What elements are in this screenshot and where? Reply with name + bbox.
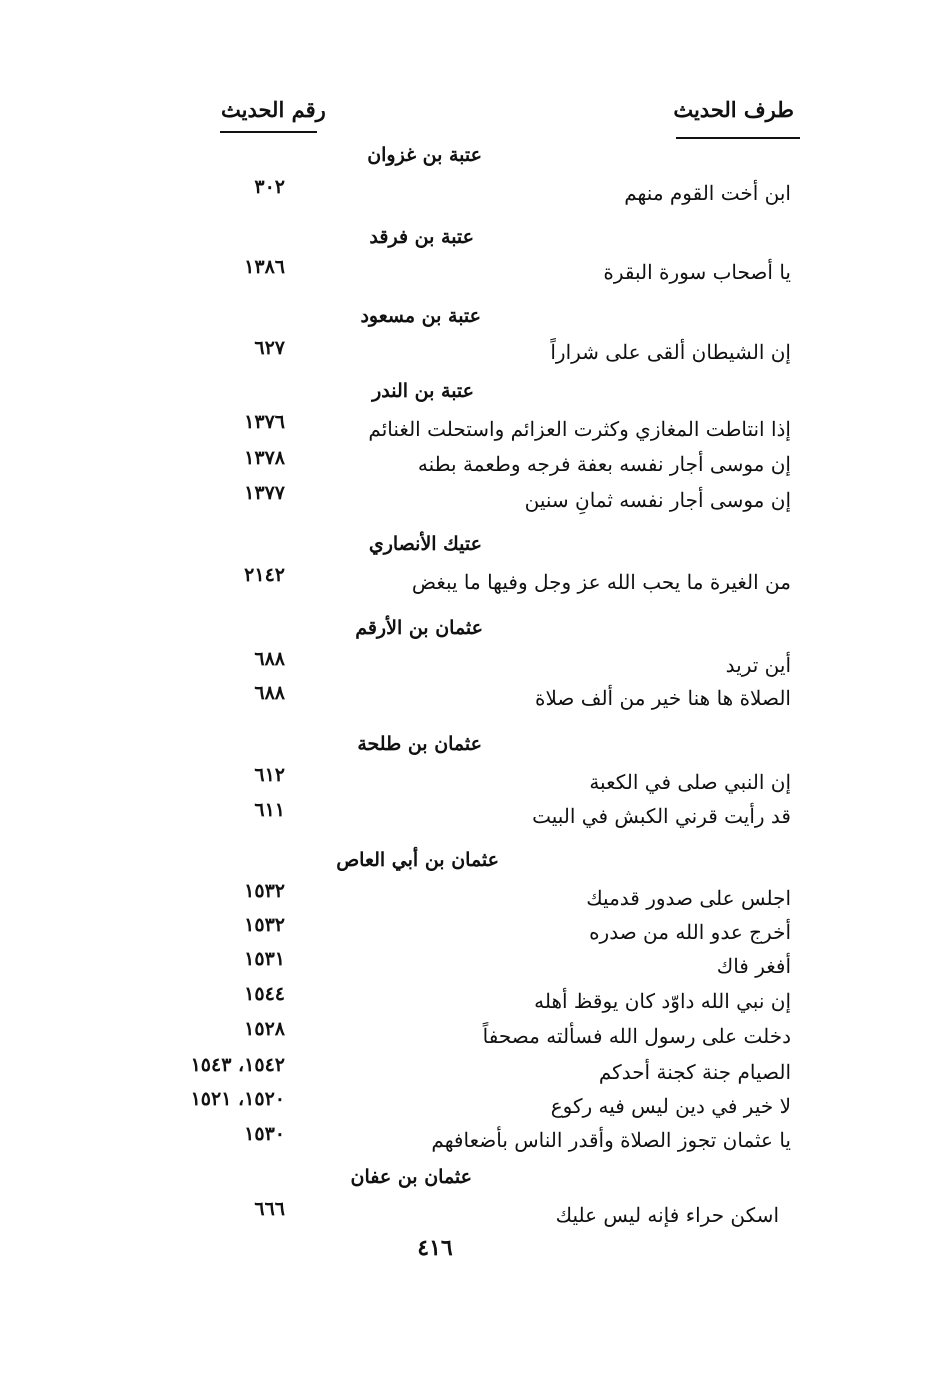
hadith-entry: لا خير في دين ليس فيه ركوع bbox=[550, 1094, 791, 1118]
hadith-entry: إن نبي الله داوّد كان يوقظ أهله bbox=[534, 989, 791, 1013]
hadith-number: ٢١٤٢ bbox=[244, 564, 285, 586]
hadith-number: ٦١٢ bbox=[254, 764, 285, 786]
hadith-number: ٦٨٨ bbox=[254, 682, 285, 704]
hadith-entry: الصلاة ها هنا خير من ألف صلاة bbox=[535, 686, 791, 710]
hadith-number: ٦٢٧ bbox=[254, 337, 285, 359]
hadith-entry: ابن أخت القوم منهم bbox=[624, 181, 791, 205]
hadith-number: ١٥٢٨ bbox=[244, 1018, 285, 1040]
hadith-number: ١٥٢٠، ١٥٢١ bbox=[190, 1088, 285, 1110]
hadith-entry: إن موسى أجار نفسه ثمانِ سنين bbox=[524, 488, 791, 512]
hadith-entry: قد رأيت قرني الكبش في البيت bbox=[532, 804, 791, 828]
narrator-heading: عتيك الأنصاري bbox=[368, 533, 482, 555]
hadith-header-rule bbox=[676, 137, 800, 139]
number-column-header: رقم الحديث bbox=[221, 97, 326, 122]
hadith-entry: أفغر فاك bbox=[716, 954, 791, 978]
narrator-heading: عثمان بن أبي العاص bbox=[336, 849, 499, 871]
page-number: ٤١٦ bbox=[417, 1235, 453, 1261]
hadith-column-header: طرف الحديث bbox=[673, 97, 794, 122]
number-header-rule bbox=[220, 131, 317, 133]
hadith-entry: يا عثمان تجوز الصلاة وأقدر الناس بأضعافهم bbox=[431, 1128, 791, 1152]
hadith-number: ١٥٤٤ bbox=[244, 983, 285, 1005]
hadith-number: ١٥٣٢ bbox=[244, 914, 285, 936]
hadith-entry: يا أصحاب سورة البقرة bbox=[603, 260, 791, 284]
hadith-number: ٦١١ bbox=[254, 799, 285, 821]
hadith-number: ١٥٤٢، ١٥٤٣ bbox=[190, 1054, 285, 1076]
narrator-heading: عتبة بن غزوان bbox=[367, 144, 482, 166]
hadith-number: ٦٦٦ bbox=[254, 1198, 285, 1220]
hadith-number: ١٣٨٦ bbox=[244, 256, 285, 278]
hadith-entry: إن الشيطان ألقى على شراراً bbox=[550, 340, 791, 364]
hadith-entry: من الغيرة ما يحب الله عز وجل وفيها ما يبغض bbox=[411, 570, 791, 594]
hadith-entry: دخلت على رسول الله فسألته مصحفاً bbox=[482, 1024, 791, 1048]
narrator-heading: عتبة بن فرقد bbox=[369, 226, 474, 248]
hadith-entry: الصيام جنة كجنة أحدكم bbox=[598, 1060, 791, 1084]
narrator-heading: عثمان بن الأرقم bbox=[355, 617, 483, 639]
hadith-entry: إن موسى أجار نفسه بعفة فرجه وطعمة بطنه bbox=[417, 452, 791, 476]
hadith-number: ١٣٧٦ bbox=[244, 411, 285, 433]
hadith-entry: أين تريد bbox=[725, 653, 791, 677]
narrator-heading: عتبة بن الندر bbox=[372, 380, 474, 402]
hadith-number: ١٥٣١ bbox=[244, 948, 285, 970]
hadith-number: ٣٠٢ bbox=[254, 176, 285, 198]
narrator-heading: عتبة بن مسعود bbox=[360, 305, 481, 327]
hadith-number: ١٥٣٠ bbox=[244, 1123, 285, 1145]
hadith-number: ١٥٣٢ bbox=[244, 880, 285, 902]
hadith-entry: أخرج عدو الله من صدره bbox=[589, 920, 791, 944]
hadith-entry: إن النبي صلى في الكعبة bbox=[589, 770, 791, 794]
hadith-number: ١٣٧٨ bbox=[244, 447, 285, 469]
hadith-entry: إذا انتاطت المغازي وكثرت العزائم واستحلت الغنائم bbox=[368, 417, 791, 441]
hadith-number: ١٣٧٧ bbox=[244, 482, 285, 504]
hadith-entry: اجلس على صدور قدميك bbox=[586, 886, 791, 910]
narrator-heading: عثمان بن عفان bbox=[350, 1166, 472, 1188]
hadith-number: ٦٨٨ bbox=[254, 648, 285, 670]
hadith-entry: اسكن حراء فإنه ليس عليك bbox=[555, 1203, 779, 1227]
narrator-heading: عثمان بن طلحة bbox=[357, 733, 482, 755]
